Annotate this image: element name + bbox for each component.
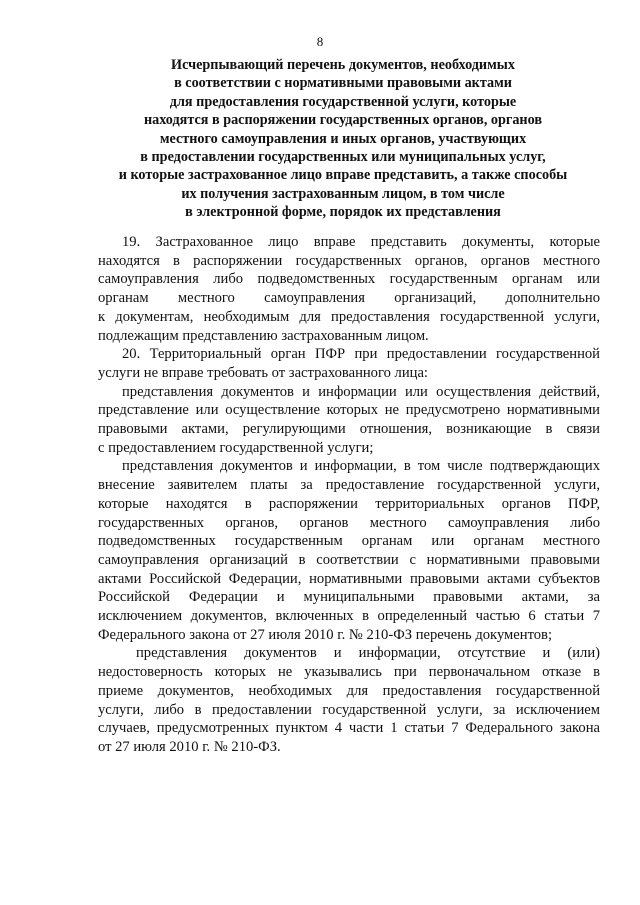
- text-line: подлежащим представлению застрахованным лицом.: [98, 327, 429, 344]
- heading-line: в электронной форме, порядок их представления: [185, 204, 501, 221]
- text-line: представления документов и информации, в том числе подтверждающих: [122, 458, 600, 475]
- heading-line: местного самоуправления и иных органов, участвующих: [159, 130, 527, 147]
- text-line: внесение заявителем платы за предоставление государственной услуги,: [98, 477, 600, 494]
- text-line: с предоставлением государственной услуги;: [98, 439, 374, 456]
- text-line: подведомственных государственным органам или органам местного: [98, 533, 600, 550]
- text-line: правовыми актами, регулирующими отношения, возникающие в связи: [98, 421, 600, 438]
- document-heading: [88, 56, 598, 222]
- paragraph-requirement-3: [98, 644, 600, 756]
- document-body: [98, 233, 600, 757]
- text-line: Федерального закона от 27 июля 2010 г. № 210-ФЗ перечень документов;: [98, 626, 552, 643]
- text-line: самоуправления либо подведомственных государственным органам или: [98, 271, 600, 288]
- text-line: 20. Территориальный орган ПФР при предоставлении государственной: [122, 346, 600, 363]
- heading-line: в предоставлении государственных или муниципальных услуг,: [140, 149, 546, 166]
- text-line: услуги, либо в предоставлении государственной услуги, за исключением: [98, 701, 600, 718]
- paragraph-19: [98, 233, 600, 345]
- heading-line: их получения застрахованным лицом, в том числе: [181, 185, 505, 202]
- page-number: 8: [316, 34, 324, 49]
- text-line: исключением документов, включенных в определенный частью 6 статьи 7: [98, 608, 600, 625]
- text-line: недостоверность которых не указывались при первоначальном отказе в: [98, 664, 600, 681]
- text-line: от 27 июля 2010 г. № 210-ФЗ.: [98, 738, 281, 755]
- paragraph-requirement-2: [98, 457, 600, 644]
- text-line: к документам, необходимым для предоставления государственной услуги,: [98, 308, 600, 325]
- text-line: Российской Федерации и муниципальными правовыми актами, за: [98, 589, 600, 606]
- text-line: услуги не вправе требовать от застрахованного лица:: [98, 364, 428, 381]
- text-line: органам местного самоуправления организаций, дополнительно: [98, 290, 600, 307]
- heading-line: для предоставления государственной услуги, которые: [169, 93, 517, 110]
- paragraph-20: [98, 345, 600, 382]
- text-line: государственных органов, органов местного самоуправления либо: [98, 514, 600, 531]
- text-line: которые находятся в распоряжении территориальных органов ПФР,: [98, 495, 600, 512]
- text-line: самоуправления организаций в соответствии с нормативными правовыми: [98, 551, 600, 568]
- heading-line: находятся в распоряжении государственных органов, органов: [143, 112, 543, 129]
- text-line: приеме документов, необходимых для предоставления государственной: [98, 682, 600, 699]
- heading-line: в соответствии с нормативными правовыми актами: [174, 75, 512, 92]
- text-line: актами Российской Федерации, нормативными правовыми актами субъектов: [98, 570, 600, 587]
- paragraph-requirement-1: [98, 383, 600, 458]
- text-line: случаев, предусмотренных пунктом 4 части 1 статьи 7 Федерального закона: [98, 720, 600, 737]
- text-line: 19. Застрахованное лицо вправе представить документы, которые: [122, 234, 600, 250]
- text-line: представления документов и информации, отсутствие и (или): [136, 645, 600, 662]
- text-line: находятся в распоряжении государственных органов, органов местного: [98, 252, 600, 269]
- text-line: представление или осуществление которых не предусмотрено нормативными: [98, 402, 600, 419]
- heading-line: Исчерпывающий перечень документов, необходимых: [171, 57, 515, 73]
- text-line: представления документов и информации или осуществления действий,: [122, 383, 600, 400]
- heading-line: и которые застрахованное лицо вправе представить, а также способы: [118, 167, 568, 184]
